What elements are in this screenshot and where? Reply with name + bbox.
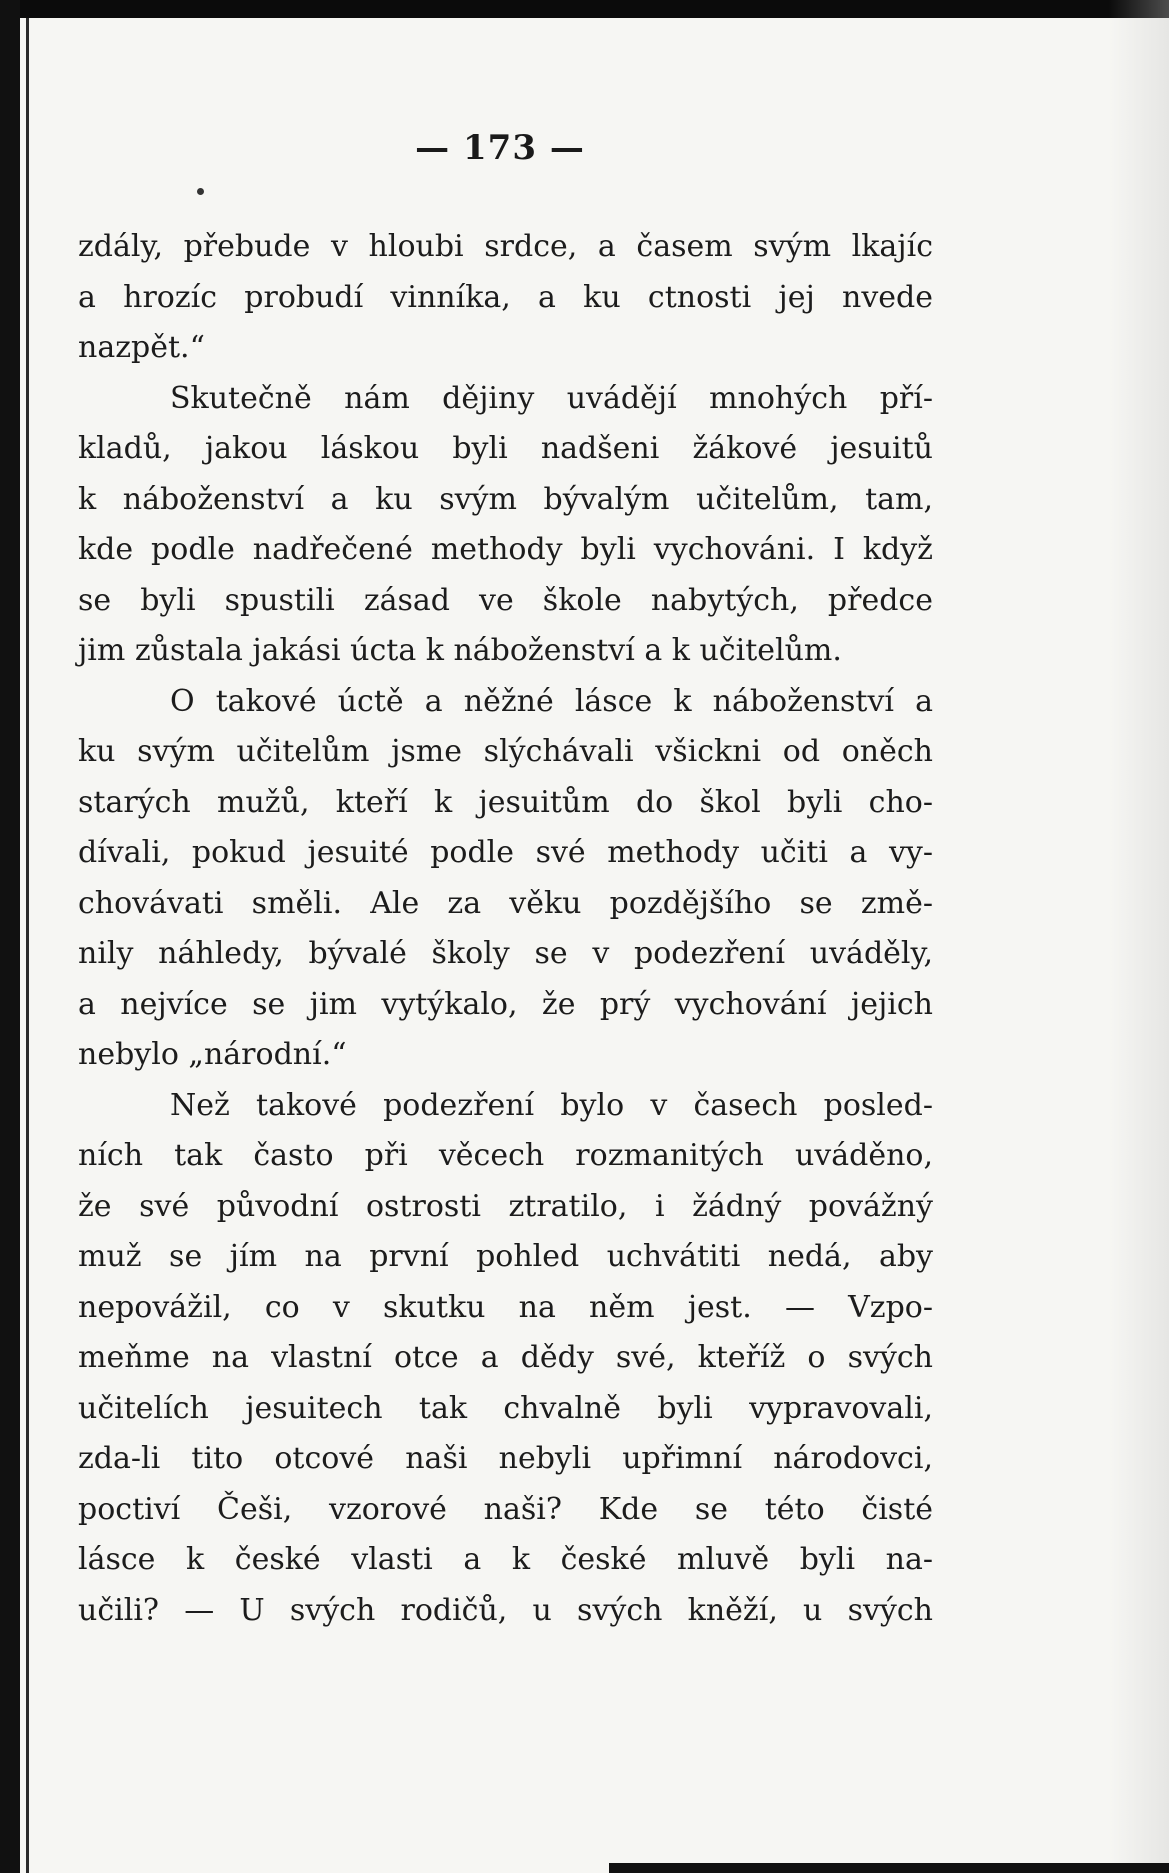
text-line: ních tak často při věcech rozmanitých uváděno, xyxy=(78,1138,933,1173)
text-line: nily náhledy, bývalé školy se v podezření uváděly, xyxy=(78,936,933,971)
text-line: kde podle nadřečené methody byli vychováni. I když xyxy=(78,532,933,567)
text-line: poctiví Češi, vzorové naši? Kde se této čisté xyxy=(78,1491,933,1527)
text-line: učitelích jesuitech tak chvalně byli vypravovali, xyxy=(78,1390,933,1426)
text-line: se byli spustili zásad ve škole nabytých, předce xyxy=(78,582,933,618)
ink-speck xyxy=(197,188,204,195)
scan-left-edge xyxy=(0,0,20,1873)
text-line: O takové úctě a něžné lásce k náboženství a xyxy=(170,683,933,719)
text-line: a nejvíce se jim vytýkalo, že prý vychování jejich xyxy=(78,986,933,1022)
text-line: chovávati směli. Ale za věku pozdějšího se změ- xyxy=(78,885,933,921)
page-left-border xyxy=(26,18,29,1873)
body-text xyxy=(78,222,933,1636)
text-line: meňme na vlastní otce a dědy své, kteříž o svých xyxy=(78,1340,933,1375)
text-line: starých mužů, kteří k jesuitům do škol byli cho- xyxy=(78,784,933,820)
text-line: ku svým učitelům jsme slýchávali všickni od oněch xyxy=(78,734,933,769)
page-number: — 173 — xyxy=(415,128,585,168)
text-line: nepovážil, co v skutku na něm jest. — Vzpo- xyxy=(78,1289,933,1325)
text-line: lásce k české vlasti a k české mluvě byli na- xyxy=(78,1542,933,1577)
scan-right-shadow xyxy=(1109,0,1169,1873)
text-line: Skutečně nám dějiny uvádějí mnohých pří- xyxy=(170,380,933,416)
text-line: učili? — U svých rodičů, u svých kněží, u svých xyxy=(78,1592,933,1628)
text-line: dívali, pokud jesuité podle své methody učiti a vy- xyxy=(78,835,933,870)
text-line: nebylo „národní.“ xyxy=(78,1037,347,1072)
scan-bottom-edge xyxy=(609,1863,1169,1873)
text-line: jim zůstala jakási úcta k náboženství a k učitelům. xyxy=(78,633,842,668)
scan-top-edge xyxy=(0,0,1169,18)
text-line: kladů, jakou láskou byli nadšeni žákové jesuitů xyxy=(78,431,933,466)
text-line: zdály, přebude v hloubi srdce, a časem svým lkajíc xyxy=(78,229,933,264)
text-line: k náboženství a ku svým bývalým učitelům, tam, xyxy=(78,481,933,517)
text-line: nazpět.“ xyxy=(78,330,205,365)
text-line: Než takové podezření bylo v časech posled- xyxy=(170,1087,933,1123)
text-line: a hrozíc probudí vinníka, a ku ctnosti jej nvede xyxy=(78,279,933,315)
text-line: že své původní ostrosti ztratilo, i žádný povážný xyxy=(78,1188,933,1224)
text-line: zda-li tito otcové naši nebyli upřimní národovci, xyxy=(78,1441,933,1476)
text-line: muž se jím na první pohled uchvátiti nedá, aby xyxy=(78,1239,933,1274)
